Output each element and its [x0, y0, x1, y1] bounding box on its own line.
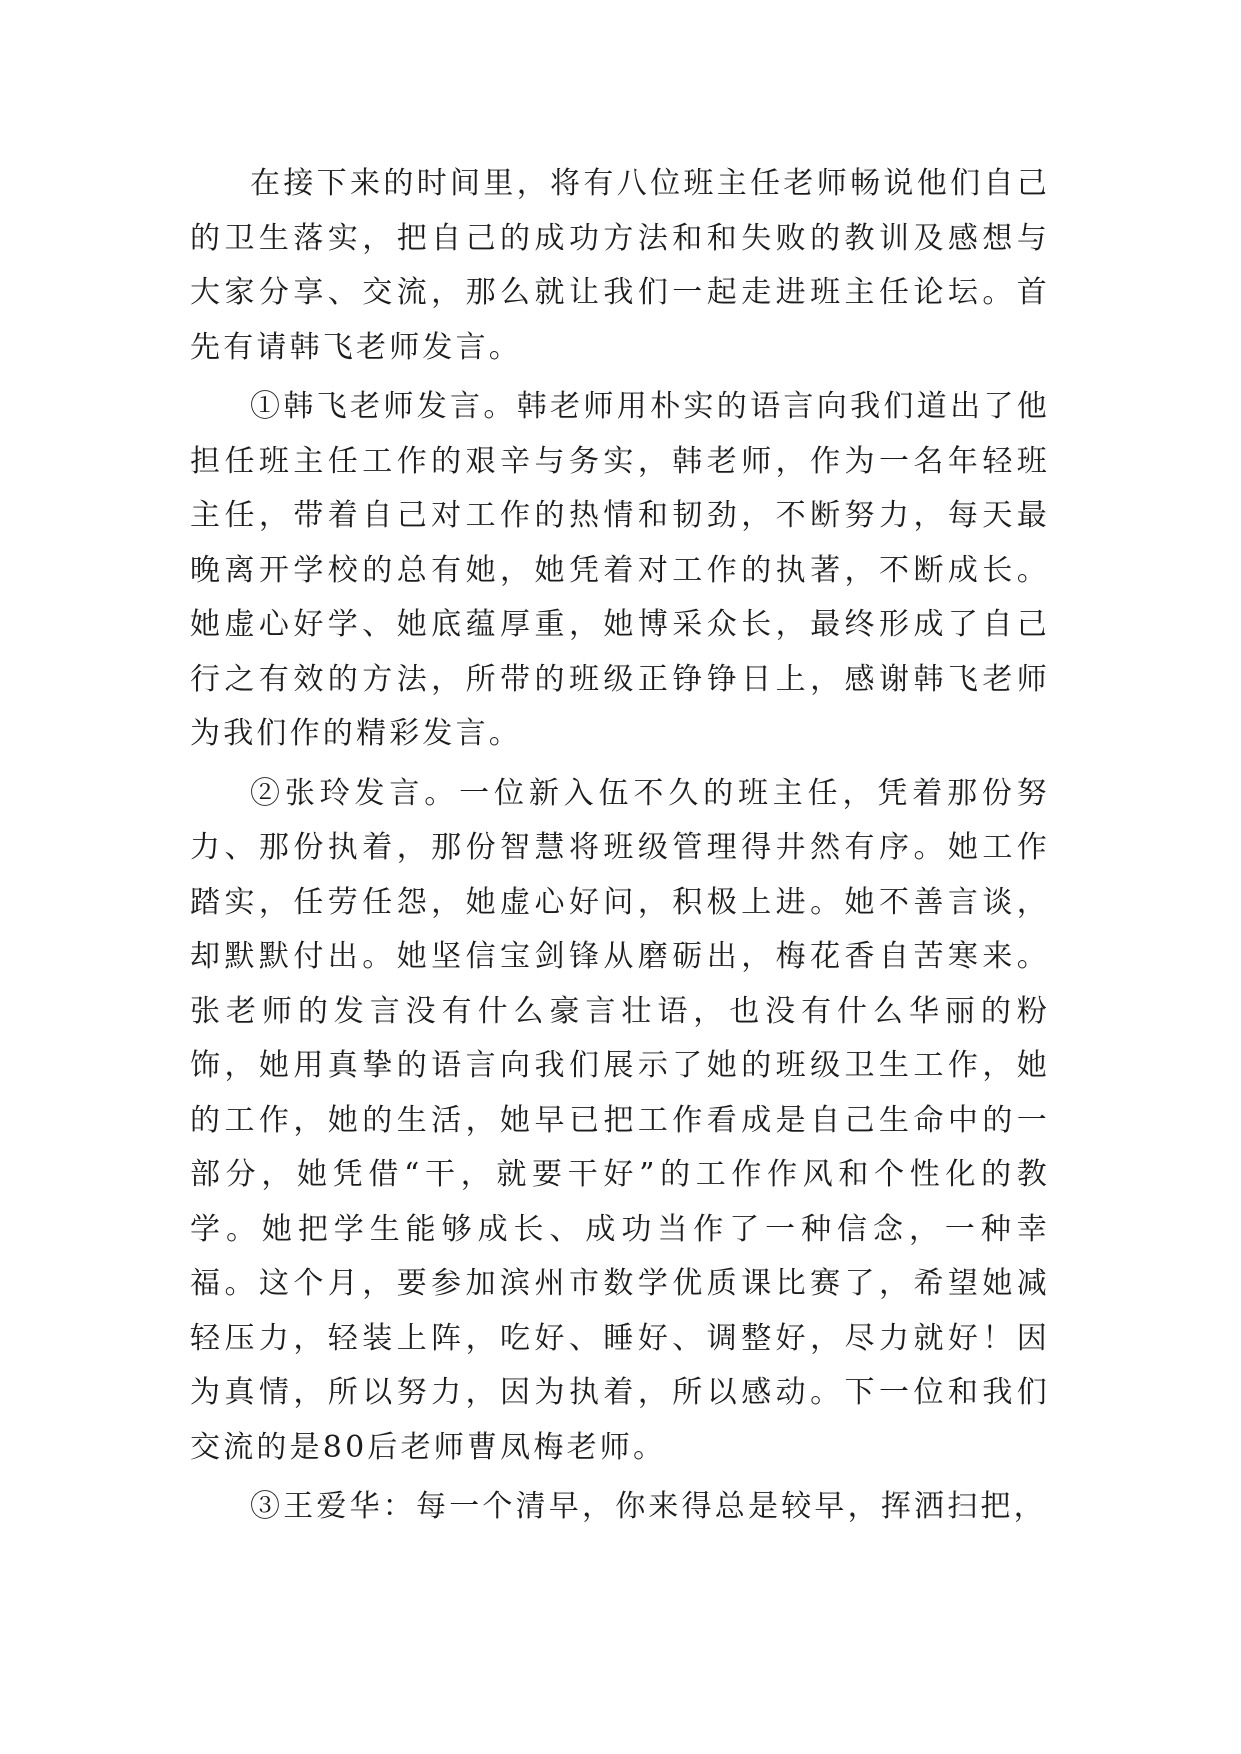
- paragraph-zhang-ling: ②张玲发言。一位新入伍不久的班主任，凭着那份努力、那份执着，那份智慧将班级管理得井然有序。她工作踏实，任劳任怨，她虚心好问，积极上进。她不善言谈，却默默付出。她坚信宝剑锋从磨砺出，梅花香自苦寒来。张老师的发言没有什么豪言壮语，也没有什么华丽的粉饰，她用真挚的语言向我们展示了她的班级卫生工作，她的工作，她的生活，她早已把工作看成是自己生命中的一部分，她凭借“干，就要干好”的工作作风和个性化的教学。她把学生能够成长、成功当作了一种信念，一种幸福。这个月，要参加滨州市数学优质课比赛了，希望她减轻压力，轻装上阵，吃好、睡好、调整好，尽力就好！因为真情，所以努力，因为执着，所以感动。下一位和我们交流的是80后老师曹凤梅老师。: [190, 775, 1050, 1465]
- paragraph-han-fei: ①韩飞老师发言。韩老师用朴实的语言向我们道出了他担任班主任工作的艰辛与务实，韩老师，作为一名年轻班主任，带着自己对工作的热情和韧劲，不断努力，每天最晚离开学校的总有她，她凭着对工作的执著，不断成长。她虚心好学、她底蕴厚重，她博采众长，最终形成了自己行之有效的方法，所带的班级正铮铮日上，感谢韩飞老师为我们作的精彩发言。: [190, 389, 1050, 751]
- document-body: [190, 157, 1050, 1540]
- paragraph-wang-aihua: ③王爱华：每一个清早，你来得总是较早，挥洒扫把，: [250, 1489, 1047, 1524]
- paragraph-intro: 在接下来的时间里，将有八位班主任老师畅说他们自己的卫生落实，把自己的成功方法和和失败的教训及感想与大家分享、交流，那么就让我们一起走进班主任论坛。首先有请韩飞老师发言。: [190, 166, 1050, 365]
